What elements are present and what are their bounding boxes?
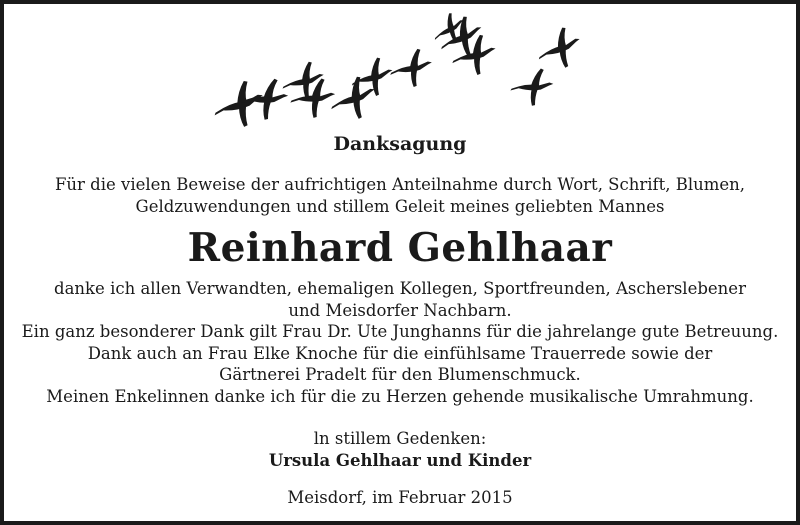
crane-bird <box>327 74 380 123</box>
closing-block <box>4 428 796 471</box>
thanks-text <box>4 278 796 407</box>
thanks-line: und Meisdorfer Nachbarn. <box>288 300 512 320</box>
deceased-name: Reinhard Gehlhaar <box>187 225 613 271</box>
crane-bird <box>533 25 584 73</box>
crane-bird <box>210 79 266 131</box>
signature: Ursula Gehlhaar und Kinder <box>268 450 532 470</box>
intro-line: Geldzuwendungen und stillem Geleit meines geliebten Mannes <box>135 196 665 216</box>
place-date: Meisdorf, im Februar 2015 <box>287 488 513 507</box>
thanks-line: Dank auch an Frau Elke Knoche für die einfühlsame Trauerrede sowie der <box>87 343 713 363</box>
crane-bird <box>389 48 432 87</box>
flying-cranes-icon <box>4 4 796 134</box>
crane-bird <box>509 66 555 108</box>
thanks-line: danke ich allen Verwandten, ehemaligen Kollegen, Sportfreunden, Ascherslebener <box>54 279 746 298</box>
closing-text: ln stillem Gedenken: <box>313 429 487 448</box>
thanks-line: Meinen Enkelinnen danke ich für die zu Herzen gehende musikalische Umrahmung. <box>46 386 754 406</box>
thanks-line: Ein ganz besonderer Dank gilt Frau Dr. Ute Junghanns für die jahrelange gute Betreuung. <box>21 322 779 341</box>
thanks-line: Gärtnerei Pradelt für den Blumenschmuck. <box>219 365 581 384</box>
heading: Danksagung <box>333 133 467 155</box>
intro-text <box>4 174 796 217</box>
intro-line: Für die vielen Beweise der aufrichtigen Anteilnahme durch Wort, Schrift, Blumen, <box>54 175 746 194</box>
